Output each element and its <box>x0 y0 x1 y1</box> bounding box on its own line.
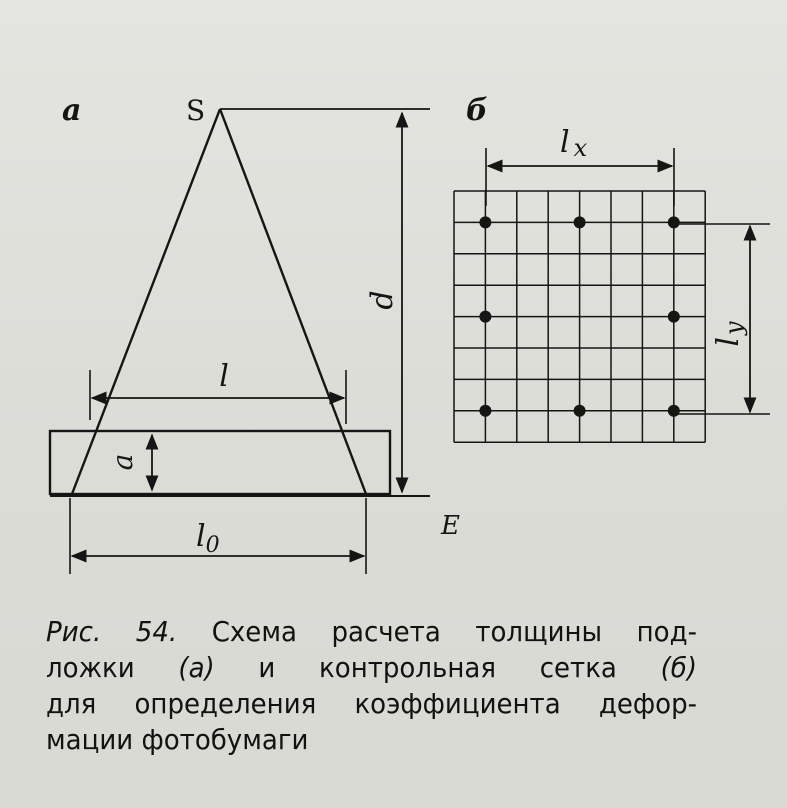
control-grid <box>454 191 705 442</box>
thickness-a-label: a <box>106 453 139 471</box>
grid-marked-node <box>574 405 586 417</box>
triangle-right-side <box>220 109 366 494</box>
grid-marked-node <box>479 311 491 323</box>
base-l0-label: $l_0$ <box>196 519 220 558</box>
ly-label: ly <box>711 321 748 347</box>
grid-marked-node <box>668 311 680 323</box>
span-l-label: l <box>219 359 229 394</box>
apex-s-label: S <box>186 94 206 127</box>
lx-label: l x <box>560 125 588 162</box>
grid-marked-node <box>668 216 680 228</box>
caption-line-1 <box>46 614 697 650</box>
height-d-label: d <box>365 290 400 310</box>
caption-ref-a: (а) <box>178 651 215 684</box>
grid-marked-node <box>479 216 491 228</box>
grid-marked-node <box>479 405 491 417</box>
substrate-layer <box>50 431 390 494</box>
caption-figure-ref: Рис. 54. <box>46 615 178 648</box>
figure-caption <box>46 614 697 758</box>
caption-line-2-start: ложки <box>46 651 135 684</box>
caption-line-2 <box>46 650 697 686</box>
plane-e-label: E <box>441 511 460 541</box>
grid-marked-node <box>574 216 586 228</box>
caption-ref-b: (б) <box>660 651 697 684</box>
panel-b <box>454 93 770 442</box>
caption-line-1-text: Схема расчета толщины под- <box>211 615 698 648</box>
panel-a-label: а <box>62 93 82 128</box>
caption-line-3: для определения коэффициента дефор- <box>46 687 697 720</box>
caption-line-4: мации фотобумаги <box>46 723 309 756</box>
panel-b-label: б <box>466 93 488 128</box>
panel-a <box>50 93 460 574</box>
caption-line-2-mid: и контрольная сетка <box>258 651 617 684</box>
triangle-left-side <box>72 109 220 494</box>
grid-marked-node <box>668 405 680 417</box>
